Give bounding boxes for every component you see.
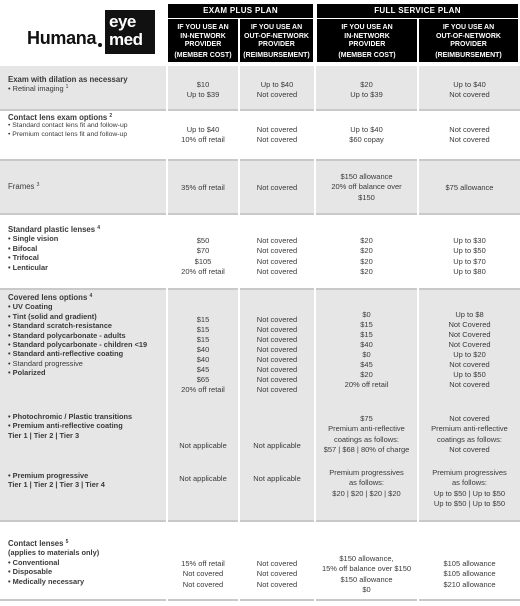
cell-contact-exam-plus-in: Up to $40 10% off retail	[181, 125, 225, 145]
cell-contact-exam-full-in: Up to $40 $60 copay	[349, 125, 384, 145]
cell-covered-plus-out: Not covered Not covered Not covered Not covered Not covered Not covered Not covered Not covered	[256, 315, 298, 394]
cell-covered-plus-in: $15 $15 $15 $40 $40 $45 $65 20% off retail	[181, 315, 225, 394]
cell-exam-plus-in: $10 Up to $39	[186, 80, 220, 100]
humana-logo: Humana	[27, 28, 97, 48]
cell-frames-full-out: $75 allowance	[445, 183, 494, 192]
cell-covered-full-out: Up to $8 Not Covered Not Covered Not Covered Up to $20 Not covered Up to $50 Not covered	[448, 310, 491, 389]
row-label-contacts: Contact lenses $^5$ (applies to materials only) • Conventional • Disposable • Medically necessary	[8, 539, 100, 586]
cell-contacts-full-out: $105 allowance $105 allowance $210 allowance	[443, 559, 496, 589]
cell-contacts-plus-out: Not covered Not covered Not covered	[256, 559, 298, 589]
row-label-standard-lenses: Standard plastic lenses $^4$ • Single vision • Bifocal • Trifocal • Lenticular	[8, 225, 101, 272]
cell-contact-exam-full-out: Not covered Not covered	[449, 125, 490, 145]
eyemed-logo: eye med	[105, 10, 155, 54]
cell-frames-plus-out: Not covered	[256, 183, 298, 192]
row-label-photochromic: • Photochromic / Plastic transitions • Premium anti-reflective coating Tier 1 | Tier 2 | Tier 3	[8, 412, 133, 440]
cell-photochromic-plus-out: Not applicable	[253, 441, 301, 450]
cell-full-out: Up to $40 Not covered	[449, 80, 490, 100]
cell-covered-full-in: $0 $15 $15 $40 $0 $45 $20 20% off retail	[344, 310, 389, 389]
cell-contacts-full-in: $150 allowance, 15% off balance over $150 $150 allowance $0	[321, 554, 412, 594]
cell-progressive-full-in: Premium progressives as follows: $20 | $20 | $20 | $20	[329, 468, 404, 498]
column-header-exam-out-network: IF YOU USE AN OUT-OF-NETWORK PROVIDER (REIMBURSEMENT)	[240, 19, 313, 62]
column-header-full-in-network: IF YOU USE AN IN-NETWORK PROVIDER (MEMBER COST)	[317, 19, 417, 62]
cell-progressive-full-out: Premium progressives as follows: Up to $50 | Up to $50 Up to $50 | Up to $50	[432, 468, 507, 508]
row-label-premium-progressive: • Premium progressive Tier 1 | Tier 2 | Tier 3 | Tier 4	[8, 471, 105, 490]
row-label-exam: Exam with dilation as necessary • Retinal imaging $^1$	[8, 75, 128, 94]
humana-logo-dot	[98, 43, 102, 47]
cell-progressive-plus-in: Not applicable	[179, 474, 227, 483]
cell-photochromic-full-out: Not covered Premium anti-reflective coatings as follows: Not covered	[431, 414, 508, 454]
cell-frames-full-in: $150 allowance 20% off balance over $150	[331, 172, 402, 202]
cell-contact-exam-plus-out: Not covered Not covered	[256, 125, 298, 145]
cell-frames-plus-in: 35% off retail	[181, 183, 225, 192]
cell-standard-plus-in: $50 $70 $105 20% off retail	[181, 236, 225, 276]
cell-contacts-plus-in: 15% off retail Not covered Not covered	[181, 559, 225, 589]
cell-progressive-plus-out: Not applicable	[253, 474, 301, 483]
cell-photochromic-full-in: $75 Premium anti-reflective coatings as follows: $57 | $68 | 80% of charge	[323, 414, 410, 454]
cell-standard-full-out: Up to $30 Up to $50 Up to $70 Up to $80	[453, 236, 486, 276]
row-label-frames: Frames $^3$	[8, 182, 40, 191]
column-header-full-out-network: IF YOU USE AN OUT-OF-NETWORK PROVIDER (REIMBURSEMENT)	[419, 19, 518, 62]
row-label-contact-exam: Contact lens exam options $^2$ • Standard contact lens fit and follow-up • Premium contact lens fit and follow-up	[8, 113, 128, 138]
plan-header-exam-plus: EXAM PLUS PLAN	[168, 4, 313, 18]
cell-exam-plus-out: Up to $40 Not covered	[256, 80, 298, 100]
cell-full-in: $20 Up to $39	[350, 80, 383, 100]
column-header-exam-in-network: IF YOU USE AN IN-NETWORK PROVIDER (MEMBER COST)	[168, 19, 238, 62]
row-label-covered-options: Covered lens options $^4$ • UV Coating • Tint (solid and gradient) • Standard scratch-resistance • Standard polycarbonate - adults • Standard polycarbonate - children <19 • Standard anti-reflective coating • Standard progressive • Polarized	[8, 293, 148, 378]
logo-area	[0, 0, 166, 62]
cell-photochromic-plus-in: Not applicable	[179, 441, 227, 450]
cell-standard-full-in: $20 $20 $20 $20	[360, 236, 373, 276]
cell-standard-plus-out: Not covered Not covered Not covered Not covered	[256, 236, 298, 276]
plan-header-full-service: FULL SERVICE PLAN	[317, 4, 518, 18]
